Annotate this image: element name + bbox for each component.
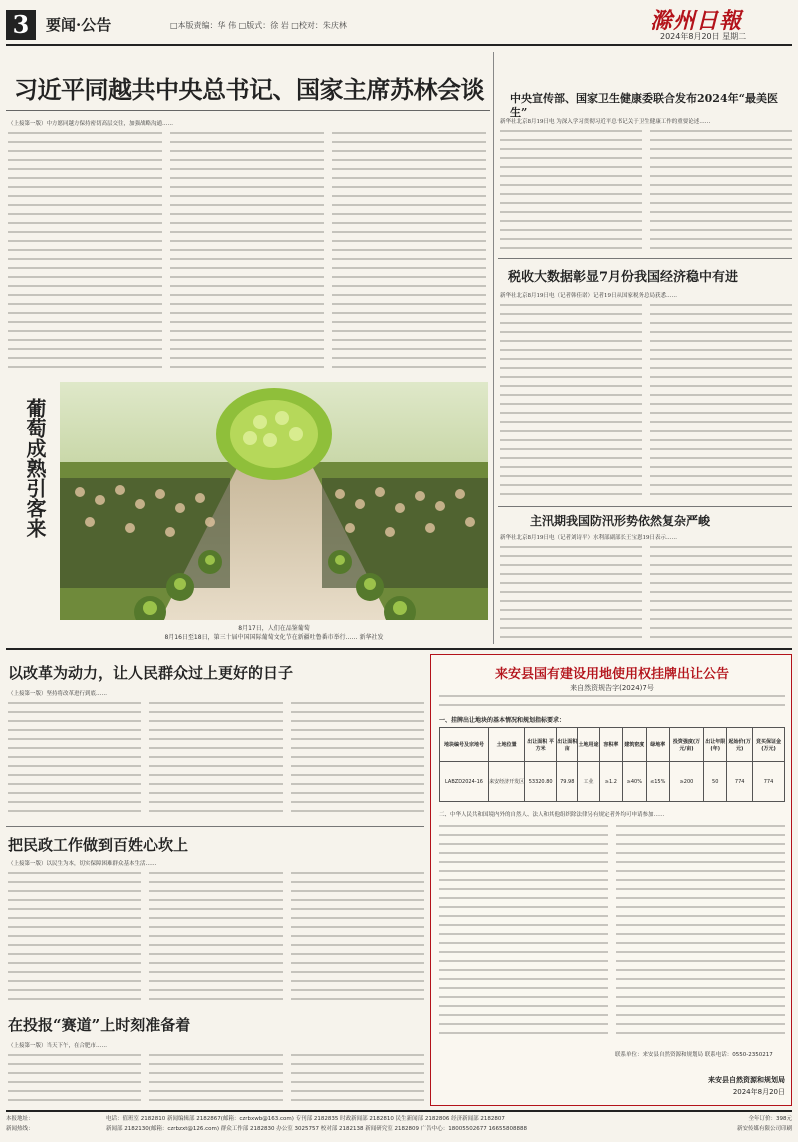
reform-text: （上接第一版）坚持将改革进行到底……: [8, 691, 108, 697]
table-cell: ≤15%: [646, 762, 669, 802]
table-cell: ≥200: [669, 762, 703, 802]
democracy-columns: [8, 872, 424, 1006]
table-cell: 来安经济开发区: [488, 762, 524, 802]
table-cell: 79.98: [557, 762, 578, 802]
notice-signoff: 来安县自然资源和规划局: [708, 1076, 785, 1084]
section-title: 要闻·公告: [46, 16, 112, 34]
table-cell: ≥40%: [623, 762, 646, 802]
table-header-row: [440, 728, 785, 762]
notice-section-1: 一、挂牌出让地块的基本情况和规划指标要求：: [439, 717, 566, 724]
caption-line-1: 8月17日，人们在品鉴葡萄: [238, 625, 310, 632]
footer-right: [696, 1114, 792, 1134]
caption-line-2: 8月16日至18日，第三十届中国国际葡萄文化节在新疆吐鲁番市举行……: [164, 634, 358, 641]
footer-printer: 新安传媒有限公司印刷: [736, 1126, 792, 1132]
footer: [6, 1114, 792, 1140]
notice-intro: [439, 695, 785, 713]
footer-hotline: 新闻热线：: [6, 1126, 34, 1132]
table-header-cell: 出让年限(年): [704, 728, 727, 762]
lead-rule: [6, 110, 490, 111]
notice-signoff-date: 2024年8月20日: [732, 1088, 785, 1096]
table-header-cell: 土地用途: [578, 728, 599, 762]
lead-text: （上接第一版）中方愿同越方保持密切高层交往，加强战略沟通……: [8, 121, 174, 127]
lead-columns: [8, 132, 486, 378]
photo-vertical-title: 葡萄成熟引客来: [23, 398, 47, 538]
econ-headline: 税收大数据彰显7月份我国经济稳中有进: [508, 270, 739, 285]
mid-rule: [6, 648, 792, 650]
table-header-cell: 容积率: [599, 728, 622, 762]
footer-left: [6, 1114, 102, 1134]
page-number: 3: [12, 10, 30, 39]
reform-rule: [6, 826, 424, 827]
democracy-headline: 把民政工作做到百姓心坎上: [8, 836, 189, 854]
econ-columns: [500, 304, 792, 500]
table-header-cell: 竞买保证金(万元): [752, 728, 784, 762]
race-text: （上接第一版）当天下午，在合肥市……: [8, 1043, 108, 1049]
notice-body-text: 二、中华人民共和国境内外的自然人、法人和其他组织除法律另有规定者外均可申请参加……: [439, 812, 665, 818]
table-header-cell: 出让面积 亩: [557, 728, 578, 762]
flood-body: [500, 534, 792, 544]
flood-columns: [500, 546, 792, 642]
table-cell: 50: [704, 762, 727, 802]
table-header-cell: 绿地率: [646, 728, 669, 762]
masthead-rule: [6, 44, 792, 46]
notice-columns: [439, 825, 785, 1045]
promo-body: [500, 118, 792, 128]
race-headline: 在投报“赛道”上时刻准备着: [8, 1016, 191, 1034]
issue-date: 2024年8月20日 星期二: [660, 32, 747, 41]
land-parcel-table: [439, 727, 785, 802]
notice-contact: 联系单位：来安县自然资源和规划局 联系电话：0550-2350217: [615, 1052, 773, 1058]
promo-rule: [498, 258, 792, 259]
footer-address: 本报地址：: [6, 1116, 34, 1122]
econ-body: [500, 292, 792, 302]
page-number-box: [6, 10, 36, 40]
photo-caption: [60, 624, 488, 642]
table-header-cell: 建筑密度: [623, 728, 646, 762]
footer-rule: [6, 1110, 792, 1112]
econ-text: 新华社北京8月19日电（记者韩佳诺）记者19日从国家税务总局获悉……: [500, 293, 677, 299]
notice-subtitle: 来自然资规告字(2024)7号: [570, 684, 654, 692]
notice-title: 来安县国有建设用地使用权挂牌出让公告: [494, 667, 729, 682]
table-header-cell: 地块编号及宗地号: [440, 728, 489, 762]
reform-columns: [8, 702, 424, 822]
promo-columns: [500, 130, 792, 252]
democracy-body: [8, 860, 424, 870]
credits-line: □本版责编：华 伟 □版式：徐 岩 □校对：朱庆林: [170, 21, 347, 30]
reform-headline: 以改革为动力，让人民群众过上更好的日子: [8, 664, 294, 682]
table-cell: 774: [752, 762, 784, 802]
footer-middle: [106, 1114, 686, 1134]
reform-body: [8, 690, 424, 700]
photo-credit: 新华社发: [359, 634, 384, 641]
table-row: [440, 762, 785, 802]
footer-phones-2: 新闻部 2182130(邮箱：czrbzxt@126.com) 群众工作部 2182830 办公室 3025757 校对部 2182138 新闻研究室 2182809 广告中心：18005502677 16655808888: [106, 1126, 527, 1132]
flood-text: 新华社北京8月19日电（记者刘诗平）水利部副部长王宝恩19日表示……: [500, 535, 677, 541]
table-header-cell: 出让面积 平方米: [525, 728, 557, 762]
lead-headline: 习近平同越共中央总书记、国家主席苏林会谈: [14, 75, 484, 104]
table-cell: LABZD2024-16: [440, 762, 489, 802]
footer-price: 全年订价：398元: [748, 1116, 792, 1122]
flood-headline: 主汛期我国防汛形势依然复杂严峻: [530, 514, 711, 528]
footer-phones-1: 电话：值班室 2182810 新闻编辑部 2182867(邮箱：czrbxwb@163.com) 专刊部 2182835 时政新闻部 2182810 民生新闻部 2182806 经济新闻部 2182807: [106, 1116, 505, 1122]
econ-rule: [498, 506, 792, 507]
table-header-cell: 投资强度(万元/亩): [669, 728, 703, 762]
promo-text: 新华社北京8月19日电 为深入学习贯彻习近平总书记关于卫生健康工作的重要论述……: [500, 119, 711, 125]
paper-logo: 滁州日報: [650, 8, 743, 34]
table-cell: 工业: [578, 762, 599, 802]
notice-box: [430, 654, 792, 1106]
table-header-cell: 起始价(万元): [727, 728, 753, 762]
grape-festival-photo: [60, 382, 488, 620]
race-body: [8, 1042, 424, 1052]
masthead: [0, 0, 798, 46]
promo-headline: 中央宣传部、国家卫生健康委联合发布2024年“最美医生”: [510, 92, 778, 119]
vert-rule-top: [493, 52, 494, 644]
table-cell: ≥1.2: [599, 762, 622, 802]
table-cell: 774: [727, 762, 753, 802]
table-header-cell: 土地位置: [488, 728, 524, 762]
table-cell: 53320.80: [525, 762, 557, 802]
democracy-text: （上接第一版）以民生为本，切实保障困难群众基本生活……: [8, 861, 157, 867]
race-columns: [8, 1054, 424, 1106]
